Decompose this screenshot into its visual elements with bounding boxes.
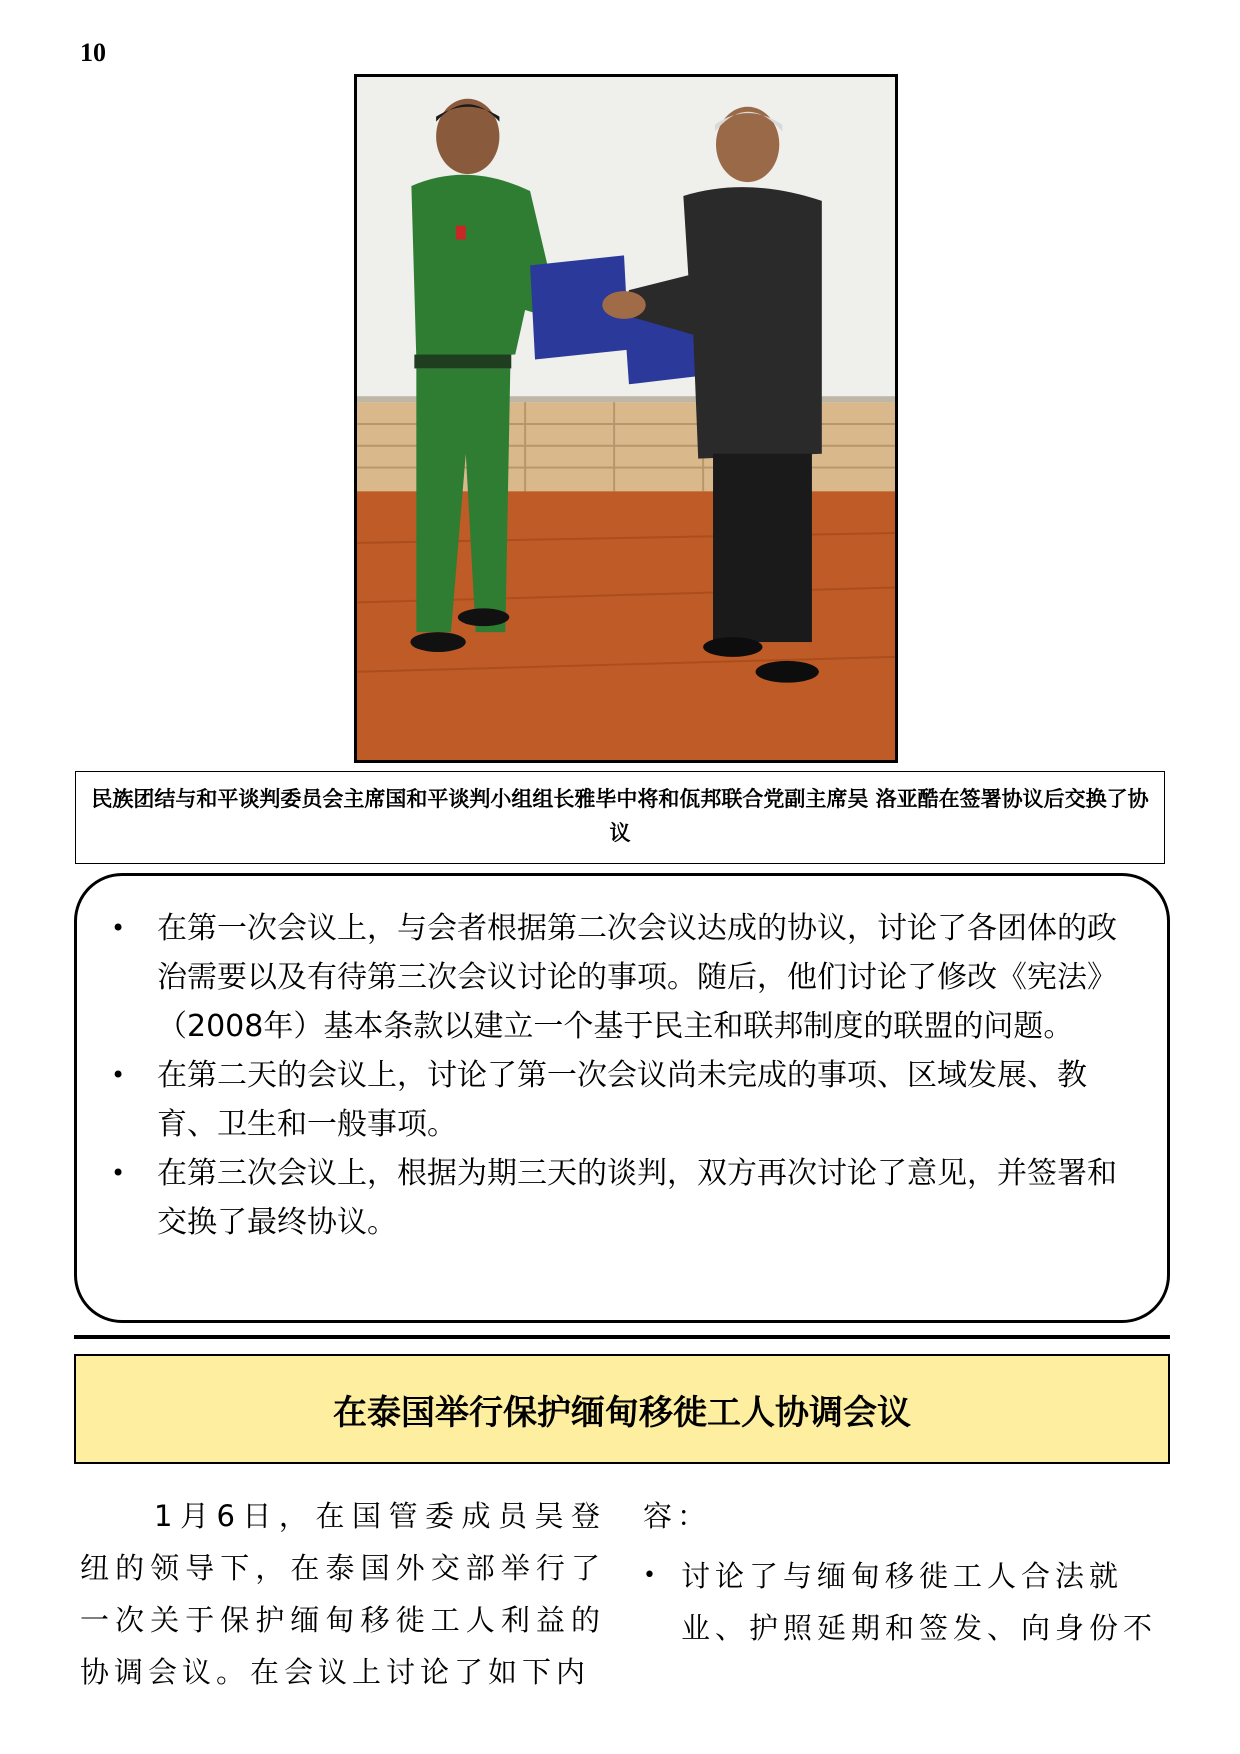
section-heading: 在泰国举行保护缅甸移徙工人协调会议 [74,1354,1170,1464]
meeting-summary-box [74,873,1170,1323]
list-item: • 在第三次会议上，根据为期三天的谈判，双方再次讨论了意见，并签署和交换了最终协议。 [135,1149,1137,1247]
article-left-column: 1月6日，在国管委成员吴登纽的领导下，在泰国外交部举行了一次关于保护缅甸移徙工人利益的协调会议。在会议上讨论了如下内 [80,1499,605,1689]
article-bullet-list [643,1550,1170,1654]
handshake-photo [354,74,898,763]
page-number: 10 [80,38,106,67]
handshake-illustration [357,77,895,760]
list-item: • 讨论了与缅甸移徙工人合法就业、护照延期和签发、向身份不 [643,1550,1170,1654]
list-item: • 在第二天的会议上，讨论了第一次会议尚未完成的事项、区域发展、教育、卫生和一般事项。 [135,1051,1137,1149]
article-right-column [643,1490,1170,1654]
meeting-summary-list [135,904,1137,1247]
photo-caption: 民族团结与和平谈判委员会主席国和平谈判小组组长雅毕中将和佤邦联合党副主席吴 洛亚酷在签署协议后交换了协议 [75,771,1165,864]
right-column-lead: 容： [643,1499,712,1533]
list-item: • 在第一次会议上，与会者根据第二次会议达成的协议，讨论了各团体的政治需要以及有待第三次会议讨论的事项。随后，他们讨论了修改《宪法》（2008年）基本条款以建立一个基于民主和联邦制度的联盟的问题。 [135,904,1137,1051]
section-divider [74,1335,1170,1339]
